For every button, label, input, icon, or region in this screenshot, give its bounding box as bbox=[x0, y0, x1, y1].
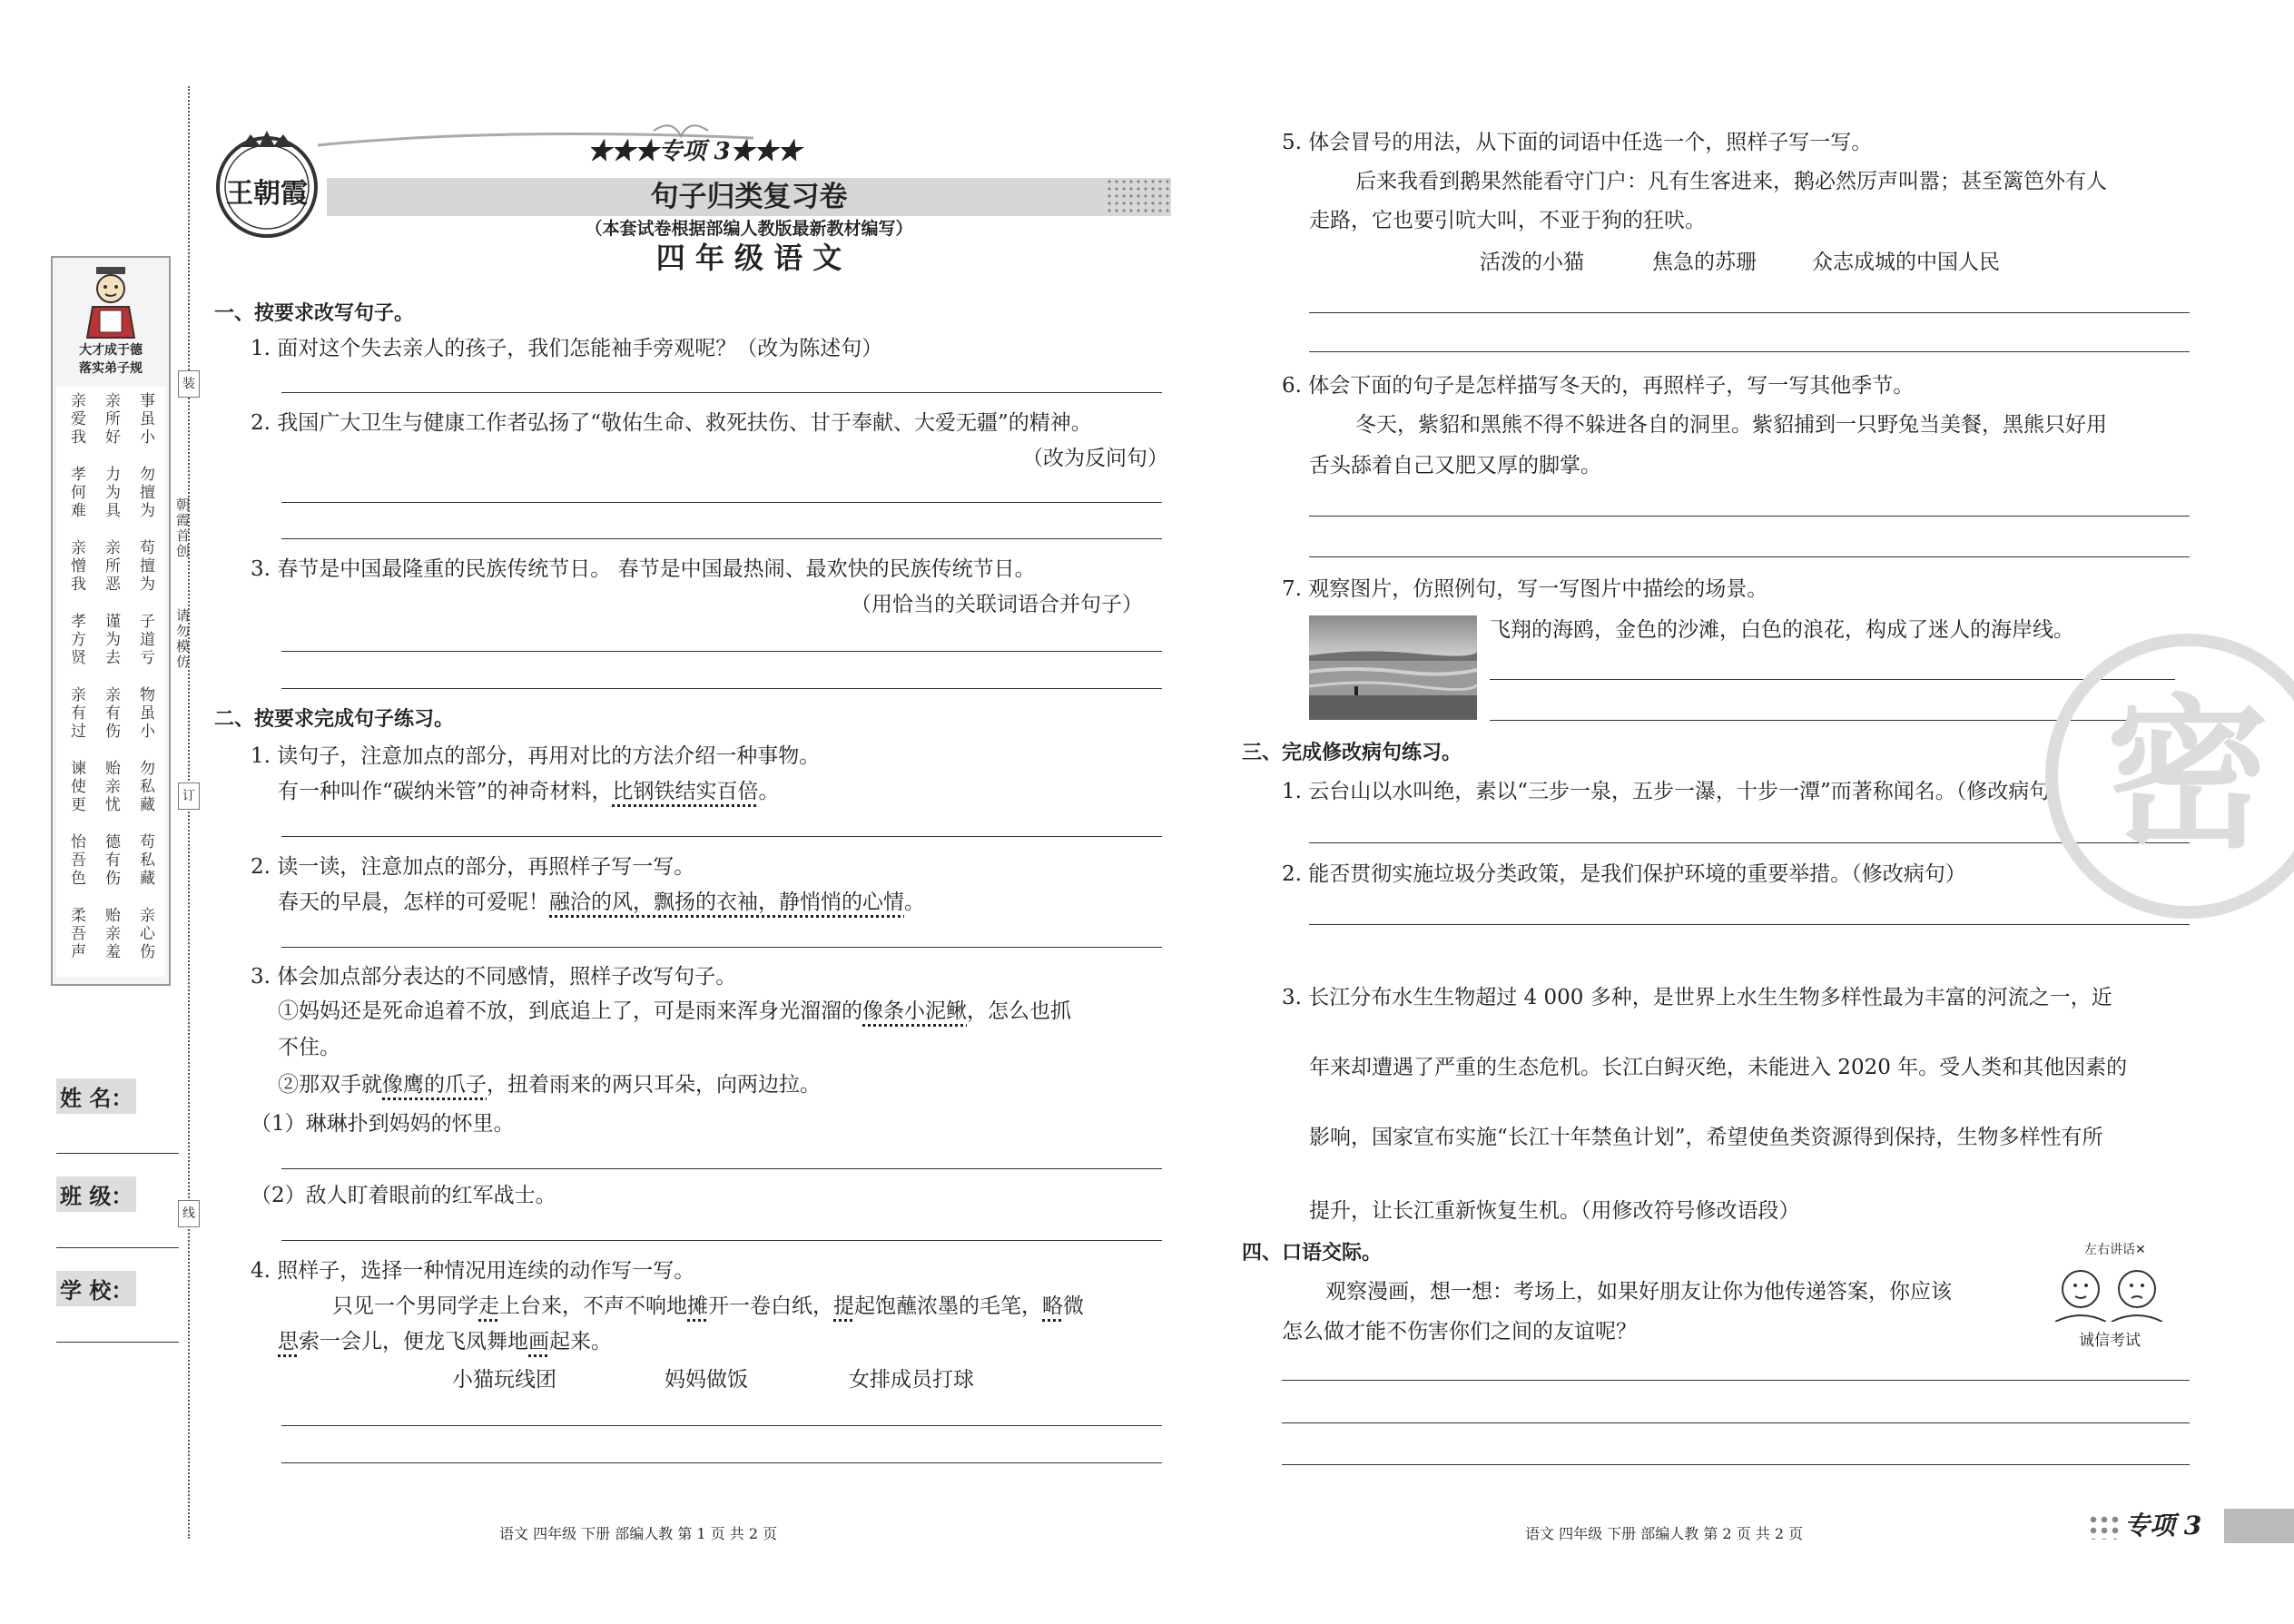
emphasis-text: 摊 bbox=[687, 1294, 708, 1318]
question-2-3-example-1-cont: 不住。 bbox=[278, 1036, 340, 1059]
margin-note-2: 请勿模仿 bbox=[174, 608, 191, 670]
emphasis-text: 融洽的风，飘扬的衣袖，静悄悄的心情 bbox=[549, 891, 904, 914]
option-3: 众志成城的中国人民 bbox=[1812, 251, 2000, 274]
two-students-icon bbox=[2050, 1258, 2168, 1322]
section-1-heading: 一、按要求改写句子。 bbox=[214, 302, 415, 325]
question-2-4: 4. 照样子，选择一种情况用连续的动作写一写。 bbox=[251, 1259, 695, 1283]
question-3-3-line-2: 年来却遭遇了严重的生态危机。长江白鲟灭绝，未能进入 2020 年。受人类和其他因素的 bbox=[1309, 1056, 2128, 1079]
answer-line[interactable] bbox=[281, 502, 1162, 503]
question-2-4-example-2: 思索一会儿，便龙飞凤舞地画起来。 bbox=[278, 1330, 612, 1353]
motto-column: 勿私藏 bbox=[136, 760, 154, 814]
name-line bbox=[56, 1153, 179, 1154]
exam-subtitle: （本套试卷根据部编人教版最新教材编写） bbox=[585, 219, 913, 239]
answer-line[interactable] bbox=[281, 392, 1162, 393]
motto-column: 亲有伤 bbox=[102, 686, 120, 741]
name-field[interactable] bbox=[56, 1078, 179, 1151]
question-2-1-example: 有一种叫作“碳纳米管”的神奇材料，比钢铁结实百倍。 bbox=[278, 780, 780, 803]
question-2-2-example: 春天的早晨，怎样的可爱呢！融洽的风，飘扬的衣袖，静悄悄的心情。 bbox=[278, 891, 925, 914]
honesty-cartoon bbox=[2050, 1240, 2168, 1358]
motto-column: 谨为去 bbox=[102, 613, 120, 667]
name-label: 姓 名： bbox=[56, 1078, 136, 1114]
motto-column: 亲有过 bbox=[67, 686, 85, 741]
option-1: 活泼的小猫 bbox=[1480, 251, 1584, 274]
question-4-line-2: 怎么做才能不伤害你们之间的友谊呢？ bbox=[1282, 1320, 1637, 1343]
answer-line[interactable] bbox=[281, 651, 1162, 652]
motto-column: 亲所恶 bbox=[102, 539, 120, 594]
scholar-icon bbox=[80, 265, 142, 341]
answer-line[interactable] bbox=[1309, 351, 2190, 352]
answer-line[interactable] bbox=[281, 1425, 1162, 1426]
exam-title: 句子归类复习卷 bbox=[650, 181, 848, 213]
motto-column: 贻亲羞 bbox=[102, 907, 120, 961]
binding-mark-3: 线 bbox=[178, 1200, 200, 1227]
question-7-example: 飞翔的海鸥，金色的沙滩，白色的浪花，构成了迷人的海岸线。 bbox=[1490, 618, 2074, 642]
question-7: 7. 观察图片，仿照例句，写一写图片中描绘的场景。 bbox=[1282, 577, 1768, 601]
question-1-2-requirement: （改为反问句） bbox=[1022, 447, 1168, 470]
section-4-heading: 四、口语交际。 bbox=[1242, 1242, 1383, 1265]
question-1-3: 3. 春节是中国最隆重的民族传统节日。 春节是中国最热闹、最欢快的民族传统节日。 bbox=[251, 557, 1036, 581]
motto-column: 柔吾声 bbox=[67, 907, 85, 961]
emphasis-text: 像条小泥鳅 bbox=[862, 999, 967, 1023]
question-5: 5. 体会冒号的用法，从下面的词语中任选一个，照样子写一写。 bbox=[1282, 131, 1873, 154]
emphasis-text: 比钢铁结实百倍 bbox=[612, 780, 759, 803]
emphasis-text: 像鹰的爪子 bbox=[382, 1073, 487, 1097]
emphasis-text: 思 bbox=[278, 1330, 299, 1353]
landscape-image-icon bbox=[1309, 615, 1477, 720]
motto-column: 怡吾色 bbox=[67, 833, 85, 888]
class-line bbox=[56, 1247, 179, 1248]
motto-column: 孝何难 bbox=[67, 466, 85, 520]
question-1-2: 2. 我国广大卫生与健康工作者弘扬了“敬佑生命、救死扶伤、甘于奉献、大爱无疆”的精神。 bbox=[251, 411, 1092, 435]
question-2-2: 2. 读一读，注意加点的部分，再照样子写一写。 bbox=[251, 855, 695, 879]
answer-line[interactable] bbox=[1282, 1464, 2190, 1465]
answer-line[interactable] bbox=[1282, 1380, 2190, 1381]
question-2-4-example-1: 只见一个男同学走上台来，不声不响地摊开一卷白纸，提起饱蘸浓墨的毛笔，略微 bbox=[332, 1294, 1084, 1318]
question-1-3-requirement: （用恰当的关联词语合并句子） bbox=[851, 593, 1143, 616]
motto-column: 谏使更 bbox=[67, 760, 85, 814]
option-1: 小猫玩线团 bbox=[452, 1368, 556, 1392]
answer-line[interactable] bbox=[1309, 556, 2190, 557]
question-1-1: 1. 面对这个失去亲人的孩子，我们怎能袖手旁观呢？（改为陈述句） bbox=[251, 337, 883, 360]
answer-line[interactable] bbox=[1282, 1422, 2190, 1423]
motto-column: 亲所好 bbox=[102, 392, 120, 447]
question-5-example-1: 后来我看到鹅果然能看守门户：凡有生客进来，鹅必然厉声叫嚣；甚至篱笆外有人 bbox=[1355, 170, 2107, 193]
emphasis-text: 走 bbox=[478, 1294, 499, 1318]
option-3: 女排成员打球 bbox=[849, 1368, 974, 1392]
series-label: ★★★专项 3★★★ bbox=[587, 138, 802, 165]
motto-column: 贻亲忧 bbox=[102, 760, 120, 814]
class-field[interactable] bbox=[56, 1176, 179, 1249]
binding-mark-1: 装 bbox=[178, 370, 200, 398]
section-2-heading: 二、按要求完成句子练习。 bbox=[214, 708, 455, 731]
motto-column: 德有伤 bbox=[102, 833, 120, 888]
question-3-1: 1. 云台山以水叫绝，素以“三步一泉，五步一瀑，十步一潭”而著称闻名。（修改病句） bbox=[1282, 780, 2072, 803]
motto-column: 孝方贤 bbox=[67, 613, 85, 667]
option-2: 妈妈做饭 bbox=[665, 1368, 748, 1392]
coastline-photo bbox=[1309, 615, 1477, 720]
answer-line[interactable] bbox=[281, 1240, 1162, 1241]
motto-column: 亲心伤 bbox=[136, 907, 154, 961]
motto-column: 亲爱我 bbox=[67, 392, 85, 447]
section-tab bbox=[2088, 1507, 2294, 1545]
publisher-logo bbox=[211, 127, 323, 240]
motto-column: 子道亏 bbox=[136, 613, 154, 667]
school-field[interactable] bbox=[56, 1271, 179, 1343]
motto-column: 苟擅为 bbox=[136, 539, 154, 594]
cartoon-bubble-text: 左右讲话✕ bbox=[2084, 1243, 2146, 1257]
answer-line[interactable] bbox=[281, 836, 1162, 837]
answer-line[interactable] bbox=[281, 1168, 1162, 1169]
question-6-example-2: 舌头舔着自己又肥又厚的脚掌。 bbox=[1309, 454, 1601, 477]
answer-line[interactable] bbox=[281, 538, 1162, 539]
motto-banner: 大才成于德 落实弟子规 bbox=[79, 343, 143, 376]
secret-seal bbox=[2038, 626, 2294, 926]
answer-line[interactable] bbox=[281, 947, 1162, 948]
answer-line[interactable] bbox=[281, 1462, 1162, 1463]
cartoon-caption: 诚信考试 bbox=[2079, 1332, 2141, 1350]
question-2-3-sentence-1: （1）琳琳扑到妈妈的怀里。 bbox=[251, 1112, 515, 1136]
school-line bbox=[56, 1342, 179, 1343]
tab-bar bbox=[2224, 1509, 2294, 1543]
binding-mark-2: 订 bbox=[178, 782, 200, 810]
motto-column: 事虽小 bbox=[136, 392, 154, 447]
tab-dots bbox=[2088, 1514, 2121, 1540]
section-3-heading: 三、完成修改病句练习。 bbox=[1242, 742, 1462, 764]
motto-column: 亲憎我 bbox=[67, 539, 85, 594]
question-5-example-2: 走路，它也要引吭大叫，不亚于狗的狂吠。 bbox=[1309, 209, 1706, 232]
question-2-3-example-2: ②那双手就像鹰的爪子，扭着雨来的两只耳朵，向两边拉。 bbox=[278, 1073, 821, 1097]
question-3-3-line-3: 影响，国家宣布实施“长江十年禁鱼计划”，希望使鱼类资源得到保持，生物多样性有所 bbox=[1309, 1126, 2103, 1149]
question-6: 6. 体会下面的句子是怎样描写冬天的，再照样子，写一写其他季节。 bbox=[1282, 374, 1915, 398]
margin-note-1: 朝霞首创 bbox=[174, 497, 191, 559]
motto-column: 苟私藏 bbox=[136, 833, 154, 888]
question-3-3-line-4: 提升，让长江重新恢复生机。（用修改符号修改语段） bbox=[1309, 1199, 1800, 1223]
question-6-example-1: 冬天，紫貂和黑熊不得不躲进各自的洞里。紫貂捕到一只野兔当美餐，黑熊只好用 bbox=[1355, 413, 2107, 437]
answer-line[interactable] bbox=[1309, 516, 2190, 517]
school-label: 学 校： bbox=[56, 1271, 136, 1306]
seal-character: 密 bbox=[2105, 681, 2269, 871]
question-2-3-sentence-2: （2）敌人盯着眼前的红军战士。 bbox=[251, 1184, 556, 1207]
question-2-3-example-1: ①妈妈还是死命追着不放，到底追上了，可是雨来浑身光溜溜的像条小泥鳅，怎么也抓 bbox=[278, 999, 1071, 1023]
answer-line[interactable] bbox=[281, 688, 1162, 689]
motto-column: 力为具 bbox=[102, 466, 120, 520]
logo-text: 王朝霞 bbox=[226, 178, 308, 210]
question-2-1: 1. 读句子，注意加点的部分，再用对比的方法介绍一种事物。 bbox=[251, 744, 821, 768]
question-2-3: 3. 体会加点部分表达的不同感情，照样子改写句子。 bbox=[251, 965, 737, 989]
footer-left: 语文 四年级 下册 部编人教 第 1 页 共 2 页 bbox=[499, 1525, 778, 1542]
title-bar-grid bbox=[1106, 178, 1171, 216]
question-3-3-line-1: 3. 长江分布水生生物超过 4 000 多种，是世界上水生生物多样性最为丰富的河流之一，近 bbox=[1282, 986, 2112, 1009]
class-label: 班 级： bbox=[56, 1176, 136, 1212]
emphasis-text: 画 bbox=[528, 1330, 549, 1353]
footer-right: 语文 四年级 下册 部编人教 第 2 页 共 2 页 bbox=[1525, 1525, 1804, 1542]
grade-subject: 四 年 级 语 文 bbox=[655, 241, 842, 275]
emphasis-text: 略 bbox=[1042, 1294, 1063, 1318]
motto-column: 物虽小 bbox=[136, 686, 154, 741]
option-2: 焦急的苏珊 bbox=[1652, 251, 1757, 274]
question-4-line-1: 观察漫画，想一想：考场上，如果好朋友让你为他传递答案，你应该 bbox=[1325, 1280, 1952, 1304]
emphasis-text: 提 bbox=[833, 1294, 854, 1318]
motto-column: 勿擅为 bbox=[136, 466, 154, 520]
motto-grid bbox=[56, 387, 165, 977]
answer-line[interactable] bbox=[1309, 312, 2190, 313]
question-3-2: 2. 能否贯彻实施垃圾分类政策，是我们保护环境的重要举措。（修改病句） bbox=[1282, 862, 1966, 886]
tab-label: 专项 3 bbox=[2124, 1511, 2202, 1540]
binding-dotted-line bbox=[188, 86, 190, 1539]
motto-box bbox=[51, 256, 171, 986]
